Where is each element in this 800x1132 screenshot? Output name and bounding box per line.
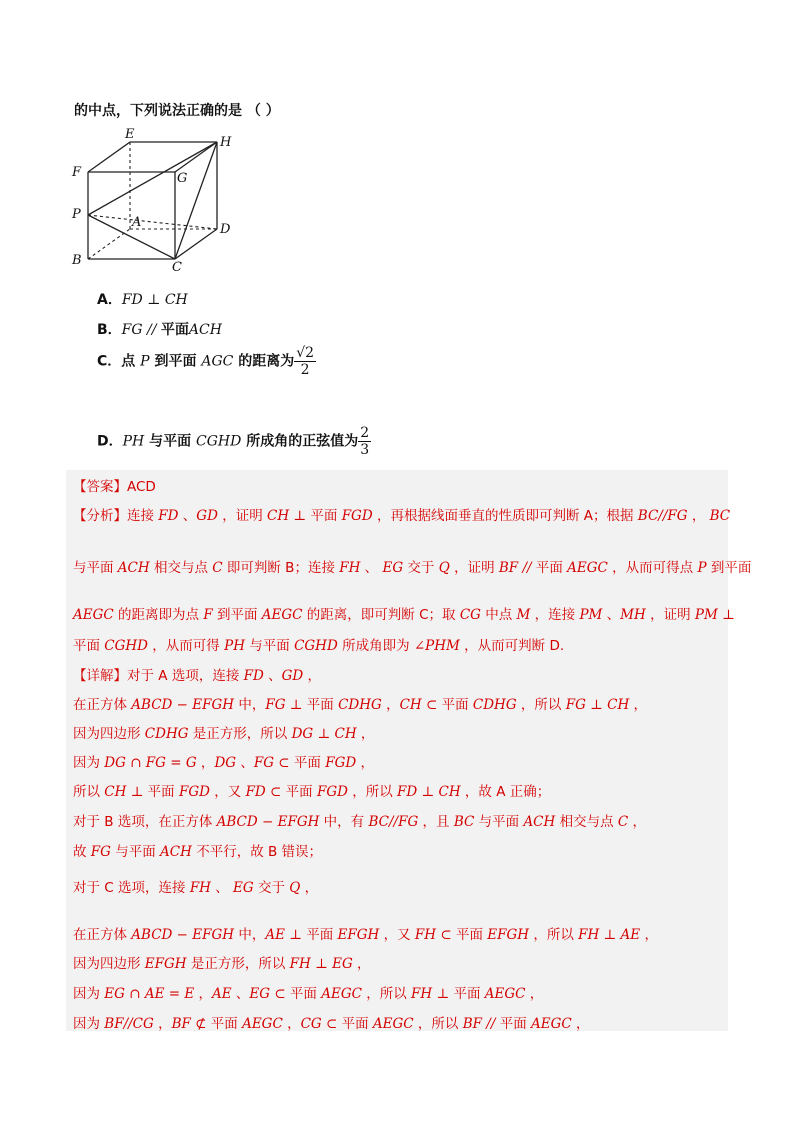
math-expression: FH ⊥ AE — [578, 927, 641, 943]
text-fragment: ，所以 — [413, 1016, 463, 1032]
math-expression: DG ∩ FG = G — [104, 755, 197, 771]
text-fragment: 故 — [73, 844, 91, 860]
math-expression: FH ⊥ EG — [289, 956, 353, 972]
fraction-denominator: 3 — [360, 442, 370, 458]
text-fragment: 【分析】连接 — [73, 508, 159, 524]
math-expression: P — [140, 353, 150, 370]
math-expression: AEGC — [531, 1016, 572, 1032]
text-fragment: ， — [194, 986, 212, 1002]
cube-figure — [66, 126, 246, 276]
math-expression: ∠PHM — [413, 638, 460, 654]
text-fragment: 在正方体 — [73, 927, 132, 943]
math-expression: FD — [243, 668, 264, 684]
text-fragment: ， — [352, 956, 371, 972]
text-fragment: 对于 C 选项，连接 — [73, 880, 190, 896]
math-expression: FD ⊥ CH — [121, 292, 188, 308]
text-fragment: ， — [687, 508, 710, 524]
math-expression: CDHG — [472, 697, 517, 713]
text-fragment: 平面 — [301, 927, 338, 943]
text-fragment: 到平面 — [149, 353, 202, 370]
solution-line — [73, 876, 318, 896]
math-expression: FG ⊥ CH — [565, 697, 630, 713]
text-fragment: 平面 — [302, 697, 339, 713]
text-fragment: ，从而可判断 D. — [459, 638, 565, 654]
text-fragment: 与平面 — [110, 844, 161, 860]
solution-line — [73, 504, 730, 524]
solution-line — [73, 780, 550, 800]
math-expression: ACH — [117, 560, 150, 576]
solution-line — [73, 603, 735, 623]
math-expression: AEGC — [261, 607, 303, 623]
text-fragment: 的距离为 — [233, 353, 295, 370]
math-expression: CG ⊂ — [300, 1016, 338, 1032]
option-label: A． — [97, 292, 122, 308]
text-fragment: ， — [282, 1016, 301, 1032]
solution-line — [73, 475, 156, 495]
text-fragment: 平面 — [206, 1016, 243, 1032]
solution-line — [73, 722, 374, 742]
math-expression: PH — [224, 638, 245, 654]
text-fragment: ，且 — [418, 814, 454, 830]
text-fragment: ，再根据线面垂直的性质即可判断 A；根据 — [372, 508, 638, 524]
math-expression: FG ⊂ — [253, 755, 290, 771]
point-label-h: H — [220, 135, 232, 150]
point-label-c: C — [172, 260, 182, 275]
text-fragment: 平面 — [285, 986, 322, 1002]
text-fragment: ，所以 — [347, 784, 398, 800]
math-expression: AEGC — [372, 1016, 414, 1032]
math-expression: EFGH — [487, 927, 530, 943]
math-expression: FD — [158, 508, 179, 524]
text-fragment: 、 — [236, 755, 254, 771]
text-fragment: 、 — [231, 986, 250, 1002]
text-fragment: ， — [628, 814, 647, 830]
text-fragment: 即可判断 B；连接 — [222, 560, 340, 576]
math-expression: PM ⊥ — [694, 607, 735, 623]
option-label: C． — [97, 353, 122, 370]
math-expression: BC — [709, 508, 731, 524]
math-expression: CG — [459, 607, 481, 623]
text-fragment: ， — [303, 668, 322, 684]
math-expression: BC//FG — [368, 814, 419, 830]
math-expression: FD ⊥ CH — [397, 784, 461, 800]
text-fragment: 到平面 — [706, 560, 752, 576]
text-fragment: 点 — [121, 353, 141, 370]
math-expression: MH — [620, 607, 646, 623]
text-fragment: 对于 B 选项，在正方体 — [73, 814, 217, 830]
fraction-numerator: √2 — [296, 345, 315, 361]
point-label-g: G — [177, 171, 188, 186]
math-expression: AEGC — [242, 1016, 283, 1032]
math-expression: FH — [339, 560, 361, 576]
math-expression: CH ⊥ — [267, 508, 307, 524]
text-fragment: 与平面 — [474, 814, 524, 830]
text-fragment: 中点 — [480, 607, 517, 623]
text-fragment: ，又 — [209, 784, 246, 800]
text-fragment: ， — [356, 755, 374, 771]
text-fragment: 平面 — [337, 1016, 373, 1032]
text-fragment: ，证明 — [217, 508, 267, 524]
solution-line — [73, 693, 647, 713]
text-fragment: ，所以 — [529, 927, 579, 943]
text-fragment: 中， — [234, 927, 266, 943]
text-fragment: 相交与点 — [555, 814, 618, 830]
math-expression: EG ⊂ — [249, 986, 286, 1002]
text-fragment: 不平行，故 B 错误； — [191, 844, 323, 860]
text-fragment: 因为 — [73, 1016, 105, 1032]
math-expression: FG ⊥ — [265, 697, 303, 713]
math-expression: GD — [281, 668, 304, 684]
solution-line — [73, 982, 543, 1002]
math-expression: F — [203, 607, 213, 623]
solution-line — [73, 923, 658, 943]
text-fragment: 与平面 — [244, 638, 295, 654]
math-expression: CGHD — [294, 638, 338, 654]
text-fragment: 在正方体 — [73, 697, 132, 713]
math-expression: CH ⊥ — [104, 784, 144, 800]
solution-line — [73, 556, 751, 576]
math-expression: AEGC — [73, 607, 114, 623]
text-fragment: 因为四边形 — [73, 726, 145, 742]
text-fragment: 因为 — [73, 986, 105, 1002]
option-d — [97, 425, 371, 458]
text-fragment: 交于 — [403, 560, 439, 576]
text-fragment: 平面 — [281, 784, 317, 800]
text-fragment: 平面 — [495, 1016, 531, 1032]
math-expression: PM — [579, 607, 603, 623]
text-fragment: ， — [300, 880, 319, 896]
text-fragment: 平面 — [451, 927, 488, 943]
math-expression: BC — [453, 814, 475, 830]
math-expression: C — [617, 814, 629, 830]
point-label-p: P — [72, 207, 81, 222]
math-expression: DG ⊥ CH — [291, 726, 357, 742]
text-fragment: 因为四边形 — [73, 956, 145, 972]
math-expression: CGHD — [196, 433, 242, 450]
text-fragment: 到平面 — [212, 607, 262, 623]
math-expression: ACH — [523, 814, 556, 830]
text-fragment: 相交与点 — [149, 560, 213, 576]
text-fragment: ， — [629, 697, 648, 713]
text-fragment: ， — [381, 697, 400, 713]
solution-line — [73, 751, 374, 771]
solution-line — [73, 810, 646, 830]
math-expression: EG — [382, 560, 404, 576]
math-expression: FD ⊂ — [245, 784, 282, 800]
text-fragment: 是正方形，所以 — [186, 956, 290, 972]
text-fragment: 平面 — [437, 697, 473, 713]
math-expression: PH — [122, 433, 145, 450]
text-fragment: 所以 — [73, 784, 105, 800]
option-c — [97, 345, 316, 378]
text-fragment: 平面 — [160, 322, 189, 338]
text-fragment: 是正方形，所以 — [188, 726, 292, 742]
text-fragment: 的距离，即可判断 C；取 — [302, 607, 460, 623]
text-fragment: 【详解】对于 A 选项，连接 — [73, 668, 244, 684]
text-fragment: ，所以 — [361, 986, 412, 1002]
math-expression: BC//FG — [637, 508, 688, 524]
point-label-b: B — [72, 253, 82, 268]
text-fragment: 、 — [360, 560, 383, 576]
math-expression: EG ∩ AE = E — [104, 986, 195, 1002]
math-expression: CDHG — [144, 726, 189, 742]
math-expression: ACH — [188, 322, 222, 338]
math-expression: DG — [214, 755, 237, 771]
text-fragment: ，又 — [379, 927, 415, 943]
text-fragment: 中，有 — [319, 814, 369, 830]
math-expression: EG — [233, 880, 254, 896]
math-expression: CGHD — [104, 638, 149, 654]
math-expression: ABCD − EFGH — [216, 814, 320, 830]
text-fragment: ， — [525, 986, 544, 1002]
point-label-d: D — [220, 222, 231, 237]
math-expression: FGD — [325, 755, 357, 771]
point-label-f: F — [72, 165, 82, 180]
text-fragment: ，证明 — [645, 607, 695, 623]
fraction-numerator: 2 — [360, 425, 370, 441]
math-expression: BF // — [462, 1016, 496, 1032]
text-fragment: ，故 A 正确； — [460, 784, 551, 800]
text-fragment: 、 — [602, 607, 621, 623]
text-fragment: ，从而可得 — [148, 638, 225, 654]
math-expression: EFGH — [337, 927, 380, 943]
math-expression: CH ⊂ — [399, 697, 438, 713]
math-expression: FH — [189, 880, 211, 896]
text-fragment: ，连接 — [530, 607, 580, 623]
math-expression: BF ⊄ — [171, 1016, 207, 1032]
math-expression: AEGC — [567, 560, 608, 576]
solution-line — [73, 1012, 590, 1032]
text-fragment: 所成角即为 — [337, 638, 414, 654]
text-fragment: 平面 — [449, 986, 485, 1002]
point-label-e: E — [125, 127, 135, 142]
text-fragment: ，所以 — [516, 697, 566, 713]
math-expression: FGD — [341, 508, 373, 524]
text-fragment: 、 — [178, 508, 197, 524]
math-expression: Q — [438, 560, 450, 576]
math-expression: AEGC — [321, 986, 362, 1002]
text-fragment: 平面 — [289, 755, 326, 771]
text-fragment: 中， — [234, 697, 266, 713]
text-fragment: ，证明 — [449, 560, 499, 576]
math-expression: C — [212, 560, 223, 576]
text-fragment: 平面 — [306, 508, 342, 524]
math-expression: FG // — [121, 322, 161, 338]
math-expression: ACH — [160, 844, 192, 860]
text-fragment: ， — [640, 927, 658, 943]
text-fragment: ， — [571, 1016, 590, 1032]
math-expression: EFGH — [144, 956, 187, 972]
text-fragment: 的距离即为点 — [113, 607, 204, 623]
math-expression: AEGC — [484, 986, 526, 1002]
text-fragment: ， — [153, 1016, 172, 1032]
question-stem-tail: 的中点，下列说法正确的是 （ ） — [74, 103, 280, 119]
text-fragment: 【答案】ACD — [73, 479, 156, 495]
text-fragment: ，从而可得点 — [607, 560, 698, 576]
solution-line — [73, 952, 371, 972]
point-label-a: A — [132, 215, 142, 230]
text-fragment: 与平面 — [144, 433, 197, 450]
math-expression: FH ⊂ — [414, 927, 452, 943]
fraction — [358, 425, 371, 458]
option-a — [97, 289, 188, 309]
text-fragment: 交于 — [253, 880, 290, 896]
math-expression: FGD — [316, 784, 348, 800]
math-expression: AE — [211, 986, 232, 1002]
math-expression: BF//CG — [104, 1016, 154, 1032]
math-expression: M — [516, 607, 531, 623]
text-fragment: 所成角的正弦值为 — [241, 433, 359, 450]
math-expression: FH ⊥ — [411, 986, 450, 1002]
math-expression: FGD — [178, 784, 210, 800]
text-fragment: ， — [196, 755, 215, 771]
math-expression: CDHG — [338, 697, 382, 713]
solution-line — [73, 840, 322, 860]
math-expression: Q — [289, 880, 301, 896]
fraction-denominator: 2 — [300, 362, 310, 378]
option-b — [97, 319, 222, 339]
option-label: D． — [97, 433, 123, 450]
math-expression: AE ⊥ — [265, 927, 302, 943]
math-expression: BF // — [498, 560, 532, 576]
solution-line — [73, 634, 564, 654]
math-expression: GD — [196, 508, 218, 524]
math-expression: AGC — [201, 353, 234, 370]
text-fragment: 、 — [263, 668, 282, 684]
text-fragment: 与平面 — [73, 560, 118, 576]
math-expression: ABCD − EFGH — [131, 927, 235, 943]
text-fragment: 平面 — [73, 638, 105, 654]
text-fragment: 、 — [210, 880, 234, 896]
solution-line — [73, 664, 321, 684]
option-label: B． — [97, 322, 122, 338]
math-expression: FG — [90, 844, 111, 860]
text-fragment: 平面 — [143, 784, 179, 800]
fraction — [294, 345, 316, 378]
math-expression: P — [697, 560, 707, 576]
text-fragment: 因为 — [73, 755, 105, 771]
text-fragment: 平面 — [531, 560, 568, 576]
text-fragment: ， — [356, 726, 375, 742]
math-expression: ABCD − EFGH — [131, 697, 235, 713]
